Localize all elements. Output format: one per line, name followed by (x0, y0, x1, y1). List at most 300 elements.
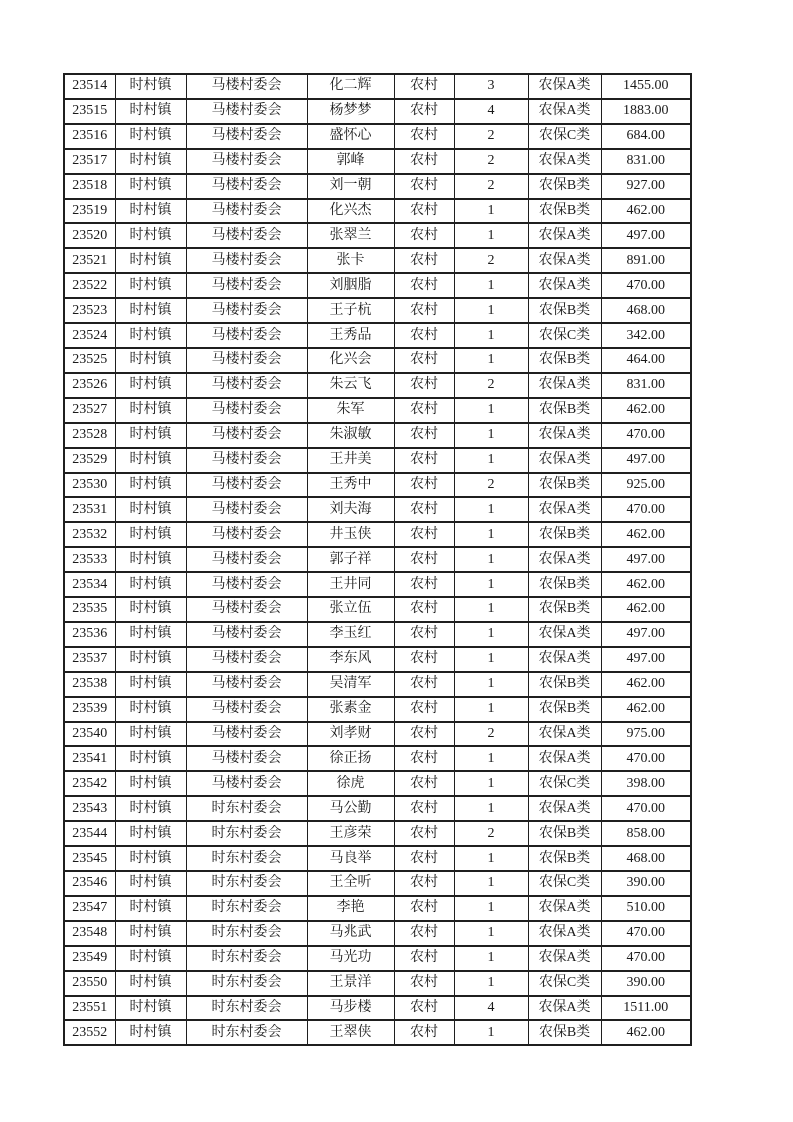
table-row (64, 248, 691, 273)
cell-category: 农保B类 (528, 1020, 601, 1045)
cell-residence: 农村 (394, 99, 454, 124)
cell-residence: 农村 (394, 971, 454, 996)
cell-residence: 农村 (394, 921, 454, 946)
cell-amount: 470.00 (601, 497, 691, 522)
cell-name: 王井同 (307, 572, 394, 597)
table-row (64, 223, 691, 248)
cell-name: 朱云飞 (307, 373, 394, 398)
cell-persons: 3 (454, 74, 528, 99)
cell-town: 时村镇 (115, 124, 186, 149)
cell-residence: 农村 (394, 448, 454, 473)
cell-residence: 农村 (394, 149, 454, 174)
cell-name: 盛怀心 (307, 124, 394, 149)
cell-persons: 1 (454, 497, 528, 522)
cell-town: 时村镇 (115, 473, 186, 498)
cell-id: 23519 (64, 199, 115, 224)
cell-persons: 2 (454, 248, 528, 273)
cell-category: 农保A类 (528, 722, 601, 747)
cell-residence: 农村 (394, 647, 454, 672)
cell-village: 马楼村委会 (186, 248, 307, 273)
table-row (64, 497, 691, 522)
cell-village: 马楼村委会 (186, 771, 307, 796)
cell-category: 农保C类 (528, 323, 601, 348)
cell-village: 马楼村委会 (186, 199, 307, 224)
cell-persons: 1 (454, 1020, 528, 1045)
cell-amount: 342.00 (601, 323, 691, 348)
cell-amount: 497.00 (601, 547, 691, 572)
cell-persons: 1 (454, 448, 528, 473)
cell-amount: 462.00 (601, 1020, 691, 1045)
cell-town: 时村镇 (115, 398, 186, 423)
cell-town: 时村镇 (115, 597, 186, 622)
cell-amount: 462.00 (601, 597, 691, 622)
cell-residence: 农村 (394, 821, 454, 846)
cell-town: 时村镇 (115, 622, 186, 647)
cell-amount: 891.00 (601, 248, 691, 273)
cell-amount: 470.00 (601, 273, 691, 298)
cell-residence: 农村 (394, 398, 454, 423)
cell-id: 23533 (64, 547, 115, 572)
table-row (64, 1020, 691, 1045)
cell-amount: 1455.00 (601, 74, 691, 99)
cell-amount: 470.00 (601, 921, 691, 946)
cell-residence: 农村 (394, 697, 454, 722)
cell-village: 马楼村委会 (186, 697, 307, 722)
cell-name: 张素金 (307, 697, 394, 722)
cell-persons: 4 (454, 996, 528, 1021)
cell-residence: 农村 (394, 74, 454, 99)
cell-category: 农保A类 (528, 273, 601, 298)
cell-category: 农保A类 (528, 996, 601, 1021)
cell-town: 时村镇 (115, 746, 186, 771)
table-row (64, 547, 691, 572)
cell-name: 化兴杰 (307, 199, 394, 224)
table-row (64, 622, 691, 647)
cell-id: 23523 (64, 298, 115, 323)
cell-amount: 398.00 (601, 771, 691, 796)
cell-village: 马楼村委会 (186, 746, 307, 771)
cell-id: 23550 (64, 971, 115, 996)
cell-id: 23535 (64, 597, 115, 622)
cell-village: 马楼村委会 (186, 149, 307, 174)
table-row (64, 99, 691, 124)
cell-town: 时村镇 (115, 921, 186, 946)
cell-village: 马楼村委会 (186, 497, 307, 522)
table-row (64, 348, 691, 373)
cell-village: 马楼村委会 (186, 448, 307, 473)
cell-name: 王景洋 (307, 971, 394, 996)
table-row (64, 298, 691, 323)
cell-residence: 农村 (394, 323, 454, 348)
cell-village: 时东村委会 (186, 996, 307, 1021)
cell-name: 王翠侠 (307, 1020, 394, 1045)
cell-residence: 农村 (394, 946, 454, 971)
cell-persons: 1 (454, 622, 528, 647)
cell-name: 马良举 (307, 846, 394, 871)
cell-persons: 1 (454, 223, 528, 248)
cell-name: 刘孝财 (307, 722, 394, 747)
cell-town: 时村镇 (115, 248, 186, 273)
cell-id: 23546 (64, 871, 115, 896)
cell-town: 时村镇 (115, 771, 186, 796)
cell-category: 农保A类 (528, 423, 601, 448)
cell-amount: 510.00 (601, 896, 691, 921)
cell-town: 时村镇 (115, 647, 186, 672)
cell-amount: 975.00 (601, 722, 691, 747)
cell-village: 时东村委会 (186, 921, 307, 946)
table-row (64, 672, 691, 697)
table-row (64, 896, 691, 921)
cell-village: 马楼村委会 (186, 223, 307, 248)
table-row (64, 273, 691, 298)
table-row (64, 722, 691, 747)
cell-town: 时村镇 (115, 722, 186, 747)
cell-id: 23527 (64, 398, 115, 423)
cell-residence: 农村 (394, 298, 454, 323)
cell-amount: 831.00 (601, 149, 691, 174)
cell-town: 时村镇 (115, 373, 186, 398)
cell-village: 马楼村委会 (186, 522, 307, 547)
cell-category: 农保B类 (528, 846, 601, 871)
cell-residence: 农村 (394, 199, 454, 224)
cell-name: 朱军 (307, 398, 394, 423)
cell-name: 张卡 (307, 248, 394, 273)
table-row (64, 174, 691, 199)
table-row (64, 473, 691, 498)
cell-persons: 1 (454, 597, 528, 622)
cell-name: 王秀品 (307, 323, 394, 348)
cell-town: 时村镇 (115, 522, 186, 547)
cell-id: 23516 (64, 124, 115, 149)
cell-amount: 470.00 (601, 796, 691, 821)
cell-category: 农保C类 (528, 971, 601, 996)
cell-village: 时东村委会 (186, 846, 307, 871)
cell-category: 农保A类 (528, 149, 601, 174)
table-row (64, 597, 691, 622)
cell-village: 时东村委会 (186, 821, 307, 846)
cell-village: 马楼村委会 (186, 647, 307, 672)
cell-town: 时村镇 (115, 821, 186, 846)
cell-town: 时村镇 (115, 697, 186, 722)
cell-residence: 农村 (394, 796, 454, 821)
cell-village: 马楼村委会 (186, 597, 307, 622)
cell-village: 马楼村委会 (186, 174, 307, 199)
table-row (64, 796, 691, 821)
cell-category: 农保B类 (528, 174, 601, 199)
cell-id: 23522 (64, 273, 115, 298)
cell-amount: 497.00 (601, 622, 691, 647)
cell-id: 23538 (64, 672, 115, 697)
cell-id: 23520 (64, 223, 115, 248)
cell-town: 时村镇 (115, 1020, 186, 1045)
cell-category: 农保C类 (528, 771, 601, 796)
cell-name: 刘夫海 (307, 497, 394, 522)
cell-category: 农保A类 (528, 647, 601, 672)
cell-name: 郭峰 (307, 149, 394, 174)
cell-village: 马楼村委会 (186, 99, 307, 124)
cell-town: 时村镇 (115, 149, 186, 174)
cell-category: 农保A类 (528, 448, 601, 473)
cell-name: 徐虎 (307, 771, 394, 796)
cell-village: 马楼村委会 (186, 348, 307, 373)
cell-category: 农保B类 (528, 697, 601, 722)
cell-name: 马步楼 (307, 996, 394, 1021)
cell-id: 23536 (64, 622, 115, 647)
cell-category: 农保B类 (528, 672, 601, 697)
cell-id: 23526 (64, 373, 115, 398)
cell-town: 时村镇 (115, 572, 186, 597)
cell-name: 杨梦梦 (307, 99, 394, 124)
cell-id: 23531 (64, 497, 115, 522)
cell-residence: 农村 (394, 423, 454, 448)
cell-village: 马楼村委会 (186, 547, 307, 572)
table-row (64, 697, 691, 722)
cell-persons: 1 (454, 697, 528, 722)
cell-amount: 462.00 (601, 572, 691, 597)
cell-persons: 2 (454, 174, 528, 199)
cell-village: 马楼村委会 (186, 722, 307, 747)
cell-town: 时村镇 (115, 423, 186, 448)
table-row (64, 74, 691, 99)
cell-amount: 462.00 (601, 398, 691, 423)
cell-amount: 497.00 (601, 448, 691, 473)
cell-persons: 2 (454, 821, 528, 846)
cell-persons: 2 (454, 149, 528, 174)
cell-name: 郭子祥 (307, 547, 394, 572)
cell-category: 农保A类 (528, 746, 601, 771)
cell-village: 马楼村委会 (186, 398, 307, 423)
cell-category: 农保A类 (528, 373, 601, 398)
table-row (64, 149, 691, 174)
cell-town: 时村镇 (115, 672, 186, 697)
cell-name: 马公勤 (307, 796, 394, 821)
cell-village: 时东村委会 (186, 946, 307, 971)
cell-town: 时村镇 (115, 298, 186, 323)
cell-name: 马光功 (307, 946, 394, 971)
cell-residence: 农村 (394, 348, 454, 373)
cell-id: 23540 (64, 722, 115, 747)
cell-residence: 农村 (394, 722, 454, 747)
cell-village: 马楼村委会 (186, 74, 307, 99)
cell-persons: 1 (454, 672, 528, 697)
cell-residence: 农村 (394, 672, 454, 697)
table-row (64, 423, 691, 448)
cell-amount: 462.00 (601, 199, 691, 224)
cell-persons: 1 (454, 323, 528, 348)
cell-amount: 497.00 (601, 647, 691, 672)
cell-amount: 390.00 (601, 871, 691, 896)
cell-town: 时村镇 (115, 74, 186, 99)
cell-residence: 农村 (394, 771, 454, 796)
cell-name: 井玉侠 (307, 522, 394, 547)
cell-amount: 1511.00 (601, 996, 691, 1021)
cell-category: 农保A类 (528, 622, 601, 647)
cell-persons: 1 (454, 423, 528, 448)
table-row (64, 572, 691, 597)
cell-name: 王彦荣 (307, 821, 394, 846)
cell-persons: 1 (454, 647, 528, 672)
cell-id: 23543 (64, 796, 115, 821)
table-row (64, 522, 691, 547)
table-row (64, 373, 691, 398)
cell-name: 刘一朝 (307, 174, 394, 199)
cell-village: 时东村委会 (186, 871, 307, 896)
cell-town: 时村镇 (115, 273, 186, 298)
cell-village: 马楼村委会 (186, 473, 307, 498)
cell-name: 化二辉 (307, 74, 394, 99)
cell-residence: 农村 (394, 248, 454, 273)
cell-id: 23552 (64, 1020, 115, 1045)
cell-name: 王子杭 (307, 298, 394, 323)
cell-town: 时村镇 (115, 199, 186, 224)
cell-id: 23541 (64, 746, 115, 771)
cell-category: 农保B类 (528, 597, 601, 622)
cell-amount: 468.00 (601, 298, 691, 323)
cell-persons: 1 (454, 771, 528, 796)
cell-village: 马楼村委会 (186, 672, 307, 697)
cell-town: 时村镇 (115, 846, 186, 871)
cell-id: 23542 (64, 771, 115, 796)
cell-persons: 1 (454, 921, 528, 946)
cell-town: 时村镇 (115, 871, 186, 896)
cell-category: 农保A类 (528, 946, 601, 971)
cell-id: 23529 (64, 448, 115, 473)
cell-category: 农保C类 (528, 871, 601, 896)
cell-name: 吴清军 (307, 672, 394, 697)
cell-id: 23539 (64, 697, 115, 722)
cell-category: 农保B类 (528, 572, 601, 597)
cell-category: 农保B类 (528, 348, 601, 373)
cell-name: 李艳 (307, 896, 394, 921)
table-row (64, 323, 691, 348)
cell-category: 农保A类 (528, 796, 601, 821)
cell-amount: 462.00 (601, 522, 691, 547)
cell-persons: 1 (454, 547, 528, 572)
cell-id: 23517 (64, 149, 115, 174)
cell-residence: 农村 (394, 497, 454, 522)
cell-residence: 农村 (394, 522, 454, 547)
cell-amount: 684.00 (601, 124, 691, 149)
cell-amount: 470.00 (601, 423, 691, 448)
cell-village: 马楼村委会 (186, 373, 307, 398)
cell-residence: 农村 (394, 622, 454, 647)
cell-village: 时东村委会 (186, 896, 307, 921)
cell-residence: 农村 (394, 746, 454, 771)
cell-name: 李东风 (307, 647, 394, 672)
cell-category: 农保B类 (528, 522, 601, 547)
cell-category: 农保B类 (528, 298, 601, 323)
cell-amount: 464.00 (601, 348, 691, 373)
cell-village: 时东村委会 (186, 796, 307, 821)
cell-persons: 1 (454, 398, 528, 423)
cell-id: 23521 (64, 248, 115, 273)
cell-village: 马楼村委会 (186, 124, 307, 149)
cell-category: 农保A类 (528, 223, 601, 248)
cell-amount: 1883.00 (601, 99, 691, 124)
table-row (64, 448, 691, 473)
cell-category: 农保A类 (528, 921, 601, 946)
cell-amount: 858.00 (601, 821, 691, 846)
table-row (64, 771, 691, 796)
cell-name: 马兆武 (307, 921, 394, 946)
cell-town: 时村镇 (115, 896, 186, 921)
cell-town: 时村镇 (115, 323, 186, 348)
cell-id: 23534 (64, 572, 115, 597)
cell-name: 王全听 (307, 871, 394, 896)
cell-village: 马楼村委会 (186, 273, 307, 298)
cell-residence: 农村 (394, 273, 454, 298)
cell-town: 时村镇 (115, 223, 186, 248)
cell-name: 王秀中 (307, 473, 394, 498)
cell-town: 时村镇 (115, 796, 186, 821)
cell-persons: 1 (454, 746, 528, 771)
cell-residence: 农村 (394, 896, 454, 921)
cell-persons: 4 (454, 99, 528, 124)
cell-persons: 1 (454, 871, 528, 896)
cell-id: 23530 (64, 473, 115, 498)
cell-town: 时村镇 (115, 99, 186, 124)
cell-category: 农保B类 (528, 398, 601, 423)
table-row (64, 921, 691, 946)
cell-persons: 1 (454, 572, 528, 597)
cell-town: 时村镇 (115, 946, 186, 971)
table-row (64, 746, 691, 771)
cell-id: 23532 (64, 522, 115, 547)
cell-name: 化兴会 (307, 348, 394, 373)
cell-town: 时村镇 (115, 497, 186, 522)
cell-persons: 1 (454, 199, 528, 224)
cell-village: 马楼村委会 (186, 323, 307, 348)
cell-persons: 2 (454, 124, 528, 149)
table-row (64, 996, 691, 1021)
cell-name: 朱淑敏 (307, 423, 394, 448)
cell-id: 23551 (64, 996, 115, 1021)
cell-village: 时东村委会 (186, 1020, 307, 1045)
cell-category: 农保B类 (528, 821, 601, 846)
cell-name: 王井美 (307, 448, 394, 473)
table-row (64, 124, 691, 149)
table-row (64, 971, 691, 996)
cell-name: 徐正扬 (307, 746, 394, 771)
table-row (64, 871, 691, 896)
cell-id: 23518 (64, 174, 115, 199)
cell-residence: 农村 (394, 473, 454, 498)
cell-id: 23528 (64, 423, 115, 448)
cell-persons: 1 (454, 273, 528, 298)
cell-name: 李玉红 (307, 622, 394, 647)
cell-residence: 农村 (394, 223, 454, 248)
cell-village: 马楼村委会 (186, 622, 307, 647)
cell-persons: 2 (454, 373, 528, 398)
cell-residence: 农村 (394, 1020, 454, 1045)
cell-persons: 1 (454, 946, 528, 971)
cell-amount: 497.00 (601, 223, 691, 248)
cell-village: 马楼村委会 (186, 298, 307, 323)
cell-category: 农保A类 (528, 74, 601, 99)
cell-category: 农保A类 (528, 248, 601, 273)
cell-amount: 462.00 (601, 697, 691, 722)
cell-id: 23514 (64, 74, 115, 99)
table-row (64, 946, 691, 971)
cell-village: 马楼村委会 (186, 572, 307, 597)
cell-persons: 2 (454, 722, 528, 747)
cell-persons: 1 (454, 796, 528, 821)
table-row (64, 821, 691, 846)
cell-category: 农保B类 (528, 199, 601, 224)
cell-id: 23524 (64, 323, 115, 348)
cell-residence: 农村 (394, 124, 454, 149)
cell-amount: 925.00 (601, 473, 691, 498)
